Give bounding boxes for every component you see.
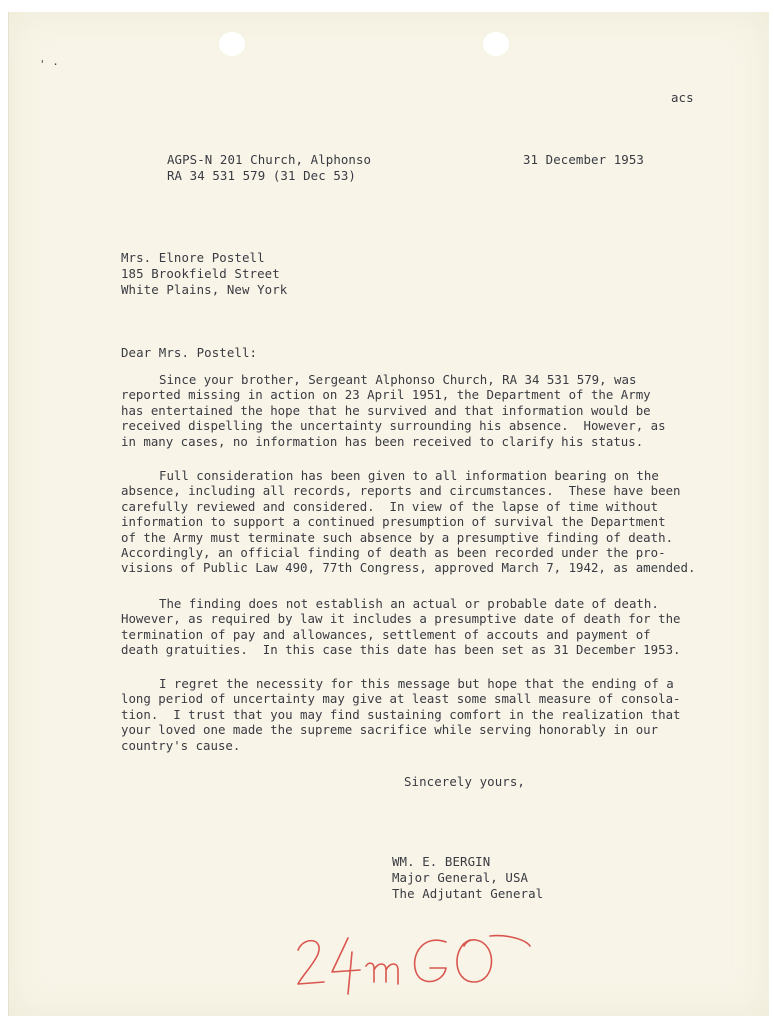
text-line: received dispelling the uncertainty surrounding his absence. However, as xyxy=(121,418,666,434)
salutation: Dear Mrs. Postell: xyxy=(121,345,258,360)
signer-office: The Adjutant General xyxy=(392,886,544,901)
text-line: visions of Public Law 490, 77th Congress, approved March 7, 1942, as amended. xyxy=(121,560,696,576)
text-line: reported missing in action on 23 April 1951, the Department of the Army xyxy=(121,387,651,403)
letter-date: 31 December 1953 xyxy=(523,152,644,167)
text-line: carefully reviewed and considered. In view of the lapse of time without xyxy=(121,498,659,514)
text-line: absence, including all records, reports and circumstances. These have been xyxy=(121,483,681,499)
text-line: The finding does not establish an actual or probable date of death. xyxy=(159,596,659,611)
text-line: information to support a continued presumption of survival the Department xyxy=(121,514,666,530)
recipient-city: White Plains, New York xyxy=(121,282,288,297)
recipient-name: Mrs. Elnore Postell xyxy=(121,250,265,265)
reference-line-1: AGPS-N 201 Church, Alphonso xyxy=(167,152,372,167)
text-line: your loved one made the supreme sacrifice while serving honorably in our xyxy=(121,722,659,738)
text-line: tion. I trust that you may find sustaining comfort in the realization that xyxy=(121,706,681,722)
text-line: I regret the necessity for this message but hope that the ending of a xyxy=(159,676,674,691)
text-line: termination of pay and allowances, settlement of accouts and payment of xyxy=(121,626,651,642)
paragraph-3 xyxy=(121,596,741,658)
text-line: Since your brother, Sergeant Alphonso Church, RA 34 531 579, was xyxy=(159,372,637,387)
signer-title: Major General, USA xyxy=(392,870,529,885)
text-line: However, as required by law it includes a presumptive date of death for the xyxy=(121,611,681,627)
closing: Sincerely yours, xyxy=(404,774,525,789)
text-line: Accordingly, an official finding of death as been recorded under the pro- xyxy=(121,545,666,561)
text-line: in many cases, no information has been received to clarify his status. xyxy=(121,433,644,449)
recipient-street: 185 Brookfield Street xyxy=(121,266,280,281)
text-line: of the Army must terminate such absence by a presumptive finding of death. xyxy=(121,529,674,545)
margin-mark: ' · xyxy=(39,58,59,71)
letter-page xyxy=(8,12,769,1016)
punch-hole xyxy=(219,32,245,56)
text-line: death gratuities. In this case this date has been set as 31 December 1953. xyxy=(121,642,681,658)
signer-name: WM. E. BERGIN xyxy=(392,854,491,869)
text-line: country's cause. xyxy=(121,737,241,753)
paragraph-4 xyxy=(121,676,741,753)
paragraph-1 xyxy=(121,372,741,449)
text-line: has entertained the hope that he survived and that information would be xyxy=(121,402,651,418)
reference-line-2: RA 34 531 579 (31 Dec 53) xyxy=(167,168,356,183)
text-line: long period of uncertainty may give at least some small measure of consola- xyxy=(121,691,681,707)
typist-initials: acs xyxy=(671,90,694,105)
text-line: Full consideration has been given to all information bearing on the xyxy=(159,468,659,483)
handwritten-annotation xyxy=(294,932,534,1002)
paragraph-2 xyxy=(121,468,741,576)
punch-hole xyxy=(483,32,509,56)
